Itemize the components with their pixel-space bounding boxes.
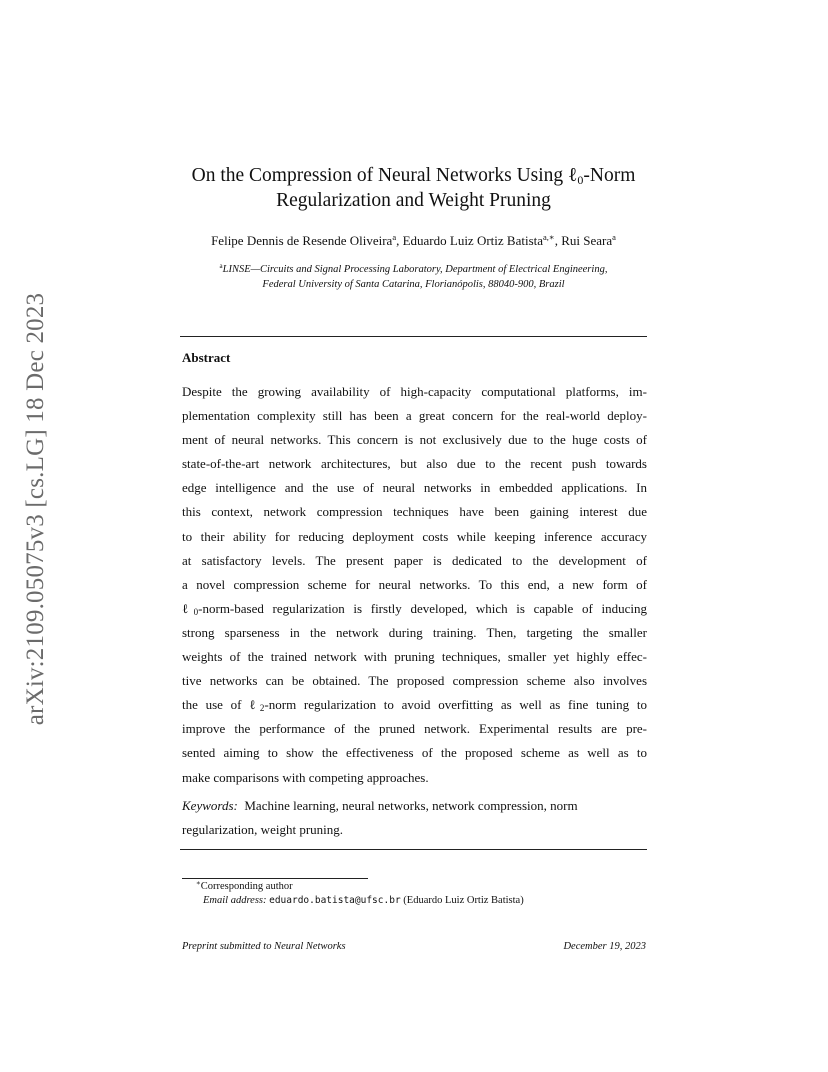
paper-title bbox=[180, 163, 647, 213]
affiliation-mark: a bbox=[219, 262, 223, 270]
abstract-line: make comparisons with competing approaches. bbox=[182, 769, 429, 785]
abstract-body bbox=[182, 380, 647, 790]
author-1: Felipe Dennis de Resende Oliveira bbox=[211, 233, 393, 248]
abstract-line-10-text: -norm-based regularization is firstly developed, which is capable of inducing bbox=[198, 600, 647, 616]
abstract-line: state-of-the-art network architectures, but also due to the recent push towards bbox=[182, 456, 647, 472]
title-line-1-pre: On the Compression of Neural Networks Using ℓ bbox=[191, 165, 578, 186]
footnote-mark: ∗ bbox=[196, 879, 201, 887]
arxiv-stamp-text: arXiv:2109.05075v3 [cs.LG] 18 Dec 2023 bbox=[22, 292, 49, 726]
l0-subscript: 0 bbox=[193, 606, 199, 617]
abstract-line bbox=[182, 597, 647, 621]
title-line-1-post: -Norm bbox=[583, 165, 636, 186]
abstract-line bbox=[182, 693, 647, 717]
keywords-line-2: regularization, weight pruning. bbox=[182, 822, 344, 838]
keywords bbox=[182, 794, 647, 842]
email-link[interactable]: eduardo.batista@ufsc.br bbox=[269, 895, 401, 906]
l2-subscript: 2 bbox=[259, 703, 265, 714]
keywords-line-1 bbox=[182, 794, 647, 818]
author-2: Eduardo Luiz Ortiz Batista bbox=[402, 233, 544, 248]
abstract-line: strong sparseness in the network during training. Then, targeting the smaller bbox=[182, 624, 647, 640]
l0-symbol: ℓ bbox=[182, 600, 194, 616]
abstract-line-14-pre: the use of bbox=[182, 697, 250, 713]
author-2-mark: a,∗ bbox=[543, 232, 555, 242]
email-label: Email address: bbox=[203, 895, 267, 906]
abstract-line: Despite the growing availability of high-capacity computational platforms, im- bbox=[182, 384, 647, 399]
author-list: Felipe Dennis de Resende Oliveira$^a$, Eduardo Luiz Ortiz Batista$^{a,∗}$, Rui Seara$^a$ bbox=[211, 232, 616, 248]
abstract-line: sented aiming to show the effectiveness of the proposed scheme as well as to bbox=[182, 745, 647, 761]
abstract-line: at satisfactory levels. The present paper is dedicated to the development of bbox=[182, 552, 647, 568]
email-owner: (Eduardo Luiz Ortiz Batista) bbox=[403, 895, 524, 906]
author-3: Rui Seara bbox=[561, 233, 613, 248]
preprint-note: Preprint submitted to Neural Networks bbox=[182, 941, 346, 952]
abstract-line: edge intelligence and the use of neural networks in embedded applications. In bbox=[182, 480, 647, 496]
title-line-1 bbox=[180, 163, 647, 188]
abstract-line: a novel compression scheme for neural networks. To this end, a new form of bbox=[182, 576, 647, 592]
abstract-line: plementation complexity still has been a great concern for the real-world deploy- bbox=[182, 408, 647, 424]
title-line-1-sub: 0 bbox=[577, 173, 584, 187]
bottom-divider bbox=[180, 849, 647, 850]
abstract-line: improve the performance of the pruned network. Experimental results are pre- bbox=[182, 721, 647, 737]
abstract-line: to their ability for reducing deployment costs while keeping inference accuracy bbox=[182, 528, 647, 544]
author-1-mark: a bbox=[392, 232, 397, 242]
abstract-heading: Abstract bbox=[182, 350, 231, 365]
abstract-line-14-text: -norm regularization to avoid overfitting as well as fine tuning to bbox=[264, 697, 647, 713]
abstract-line: this context, network compression techniques have been gaining interest due bbox=[182, 504, 647, 520]
affiliation-line-1-text: LINSE—Circuits and Signal Processing Laboratory, Department of Electrical Engineering, bbox=[222, 264, 608, 275]
corresponding-text: Corresponding author bbox=[200, 881, 293, 892]
abstract-line: tive networks can be obtained. The proposed compression scheme also involves bbox=[182, 673, 647, 689]
footnote-corresponding bbox=[196, 880, 524, 894]
footnote bbox=[196, 880, 524, 908]
keywords-text-1: Machine learning, neural networks, network compression, norm bbox=[244, 798, 578, 813]
top-divider bbox=[180, 336, 647, 337]
abstract-line: ment of neural networks. This concern is not exclusively due to the huge costs of bbox=[182, 432, 647, 448]
footnote-divider bbox=[182, 878, 368, 879]
author-3-mark: a bbox=[612, 232, 616, 242]
abstract-line: weights of the trained network with pruning techniques, smaller yet highly effec- bbox=[182, 649, 647, 665]
l2-symbol: ℓ bbox=[249, 697, 260, 713]
footnote-email-line bbox=[196, 894, 524, 908]
affiliation bbox=[180, 262, 647, 292]
title-line-2: Regularization and Weight Pruning bbox=[276, 190, 551, 211]
keywords-label: Keywords: bbox=[182, 798, 238, 813]
preprint-date: December 19, 2023 bbox=[563, 941, 646, 952]
affiliation-line-2: Federal University of Santa Catarina, Florianópolis, 88040-900, Brazil bbox=[262, 279, 565, 290]
affiliation-line-1 bbox=[180, 262, 647, 277]
